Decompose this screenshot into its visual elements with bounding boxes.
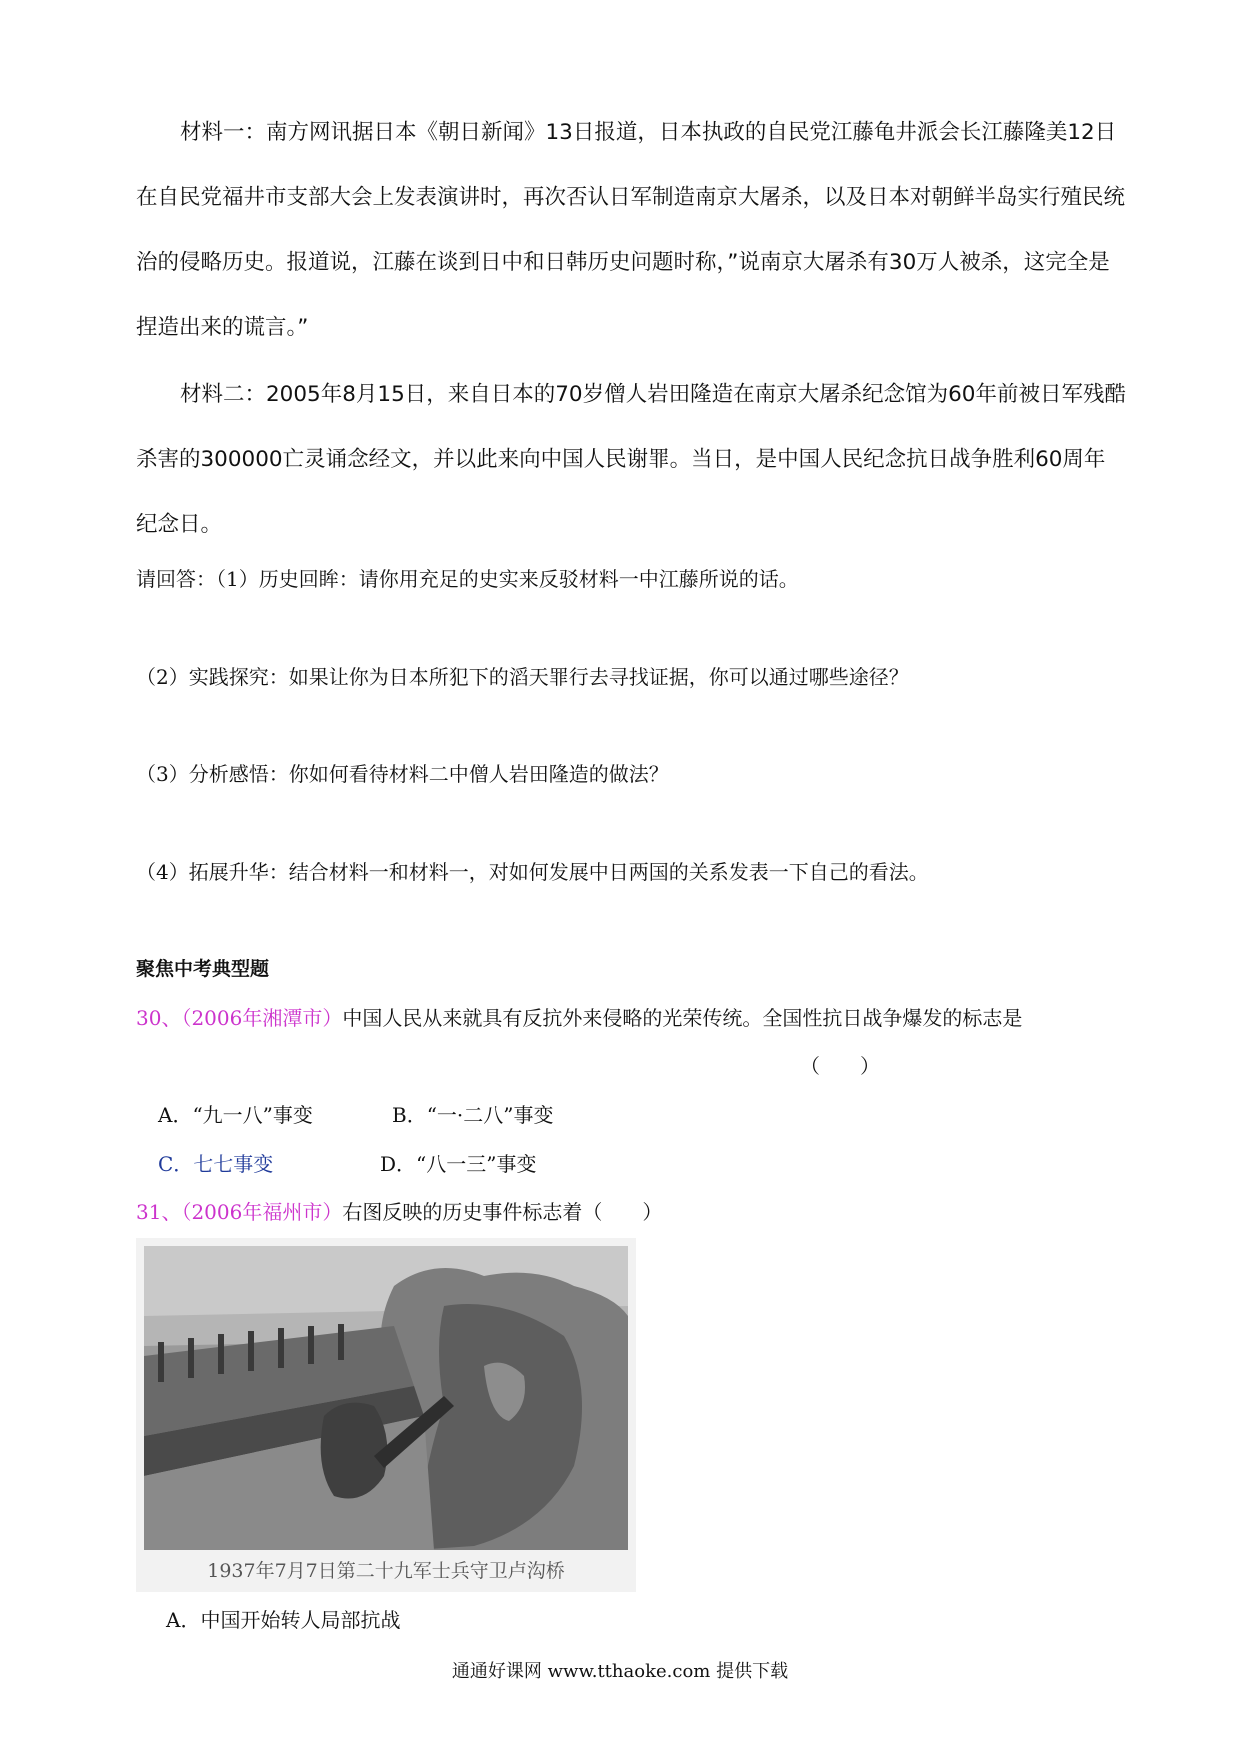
photo-caption: 1937年7月7日第二十九军士兵守卫卢沟桥 (207, 1560, 565, 1582)
item-30-answer-blank: （ ） (800, 1054, 880, 1078)
item-30-option-b: B．“一·二八”事变 (392, 1103, 554, 1127)
item-30-option-d: D．“八一三”事变 (380, 1152, 537, 1176)
exam-item-30 (136, 1004, 1126, 1032)
page-footer: 通通好课网 www.tthaoke.com 提供下载 (451, 1661, 789, 1682)
marco-polo-bridge-photo (144, 1246, 628, 1550)
material-one (136, 100, 1126, 360)
item-30-number: 30、 (136, 1006, 182, 1030)
item-30-source: （2006年湘潭市） (181, 1006, 343, 1030)
item-30-option-a: A．“九一八”事变 (158, 1103, 313, 1127)
question-1: 请回答：（1）历史回眸：请你用充足的史实来反驳材料一中江藤所说的话。 (136, 567, 799, 591)
historical-photo-figure (136, 1238, 636, 1592)
question-2: （2）实践探究：如果让你为日本所犯下的滔天罪行去寻找证据，你可以通过哪些途径？ (136, 665, 909, 689)
item-30-stem: 中国人民从来就具有反抗外来侵略的光荣传统。全国性抗日战争爆发的标志是 (342, 1006, 1023, 1030)
item-30-option-c: C．七七事变 (158, 1152, 274, 1176)
exam-item-31 (136, 1198, 1126, 1226)
item-31-source: （2006年福州市） (181, 1200, 343, 1224)
material-two-text: 材料二：2005年8月15日，来自日本的70岁僧人岩田隆造在南京大屠杀纪念馆为60年前被日军残酷杀害的300000亡灵诵念经文，并以此来向中国人民谢罪。当日，是中国人民纪念抗日战争胜利60周年纪念日。 (136, 382, 1126, 537)
section-title: 聚焦中考典型题 (136, 958, 270, 980)
item-31-option-a: A．中国开始转人局部抗战 (166, 1608, 401, 1632)
question-4: （4）拓展升华：结合材料一和材料一，对如何发展中日两国的关系发表一下自己的看法。 (136, 860, 929, 884)
item-31-number: 31、 (136, 1200, 182, 1224)
item-31-stem: 右图反映的历史事件标志着（ ） (342, 1200, 663, 1224)
question-3: （3）分析感悟：你如何看待材料二中僧人岩田隆造的做法？ (136, 762, 669, 786)
material-one-text: 材料一：南方网讯据日本《朝日新闻》13日报道，日本执政的自民党江藤龟井派会长江藤隆美12日在自民党福井市支部大会上发表演讲时，再次否认日军制造南京大屠杀，以及日本对朝鲜半岛实行殖民统治的侵略历史。报道说，江藤在谈到日中和日韩历史问题时称，”说南京大屠杀有30万人被杀，这完全是捏造出来的谎言。” (136, 120, 1126, 340)
material-two (136, 362, 1126, 557)
